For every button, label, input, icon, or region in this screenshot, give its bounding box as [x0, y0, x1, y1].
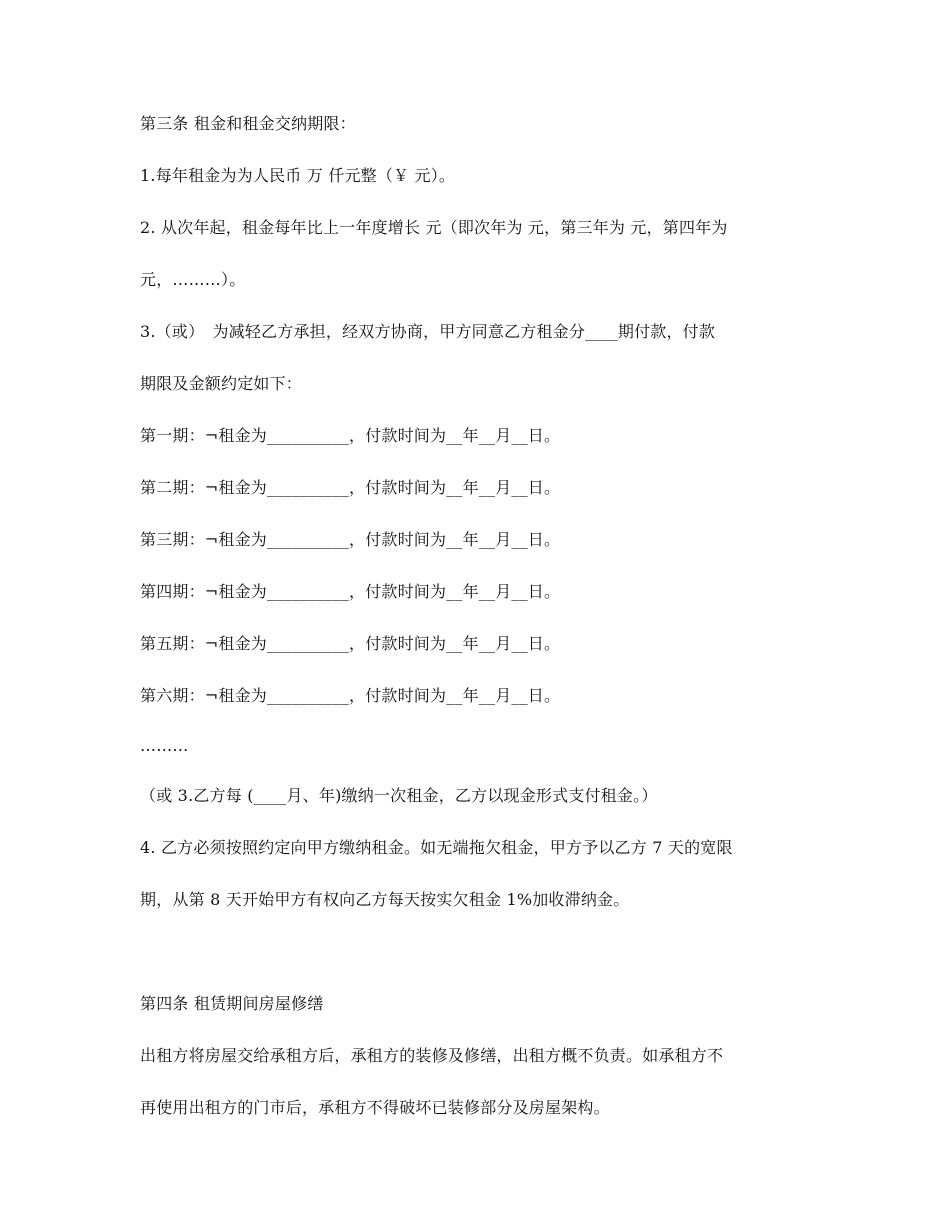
article3-item4-line2: 期，从第 8 天开始甲方有权向乙方每天按实欠租金 1%加收滞纳金。 [140, 890, 630, 909]
article3-item3-line2: 期限及金额约定如下： [140, 374, 303, 393]
article3-item2-line1: 2. 从次年起，租金每年比上一年度增长 元（即次年为 元，第三年为 元，第四年为 [140, 218, 728, 237]
installment-5: 第五期：¬租金为__________，付款时间为__年__月__日。 [140, 634, 561, 653]
ellipsis: ……… [140, 736, 189, 755]
article4-para-line2: 再使用出租方的门市后，承租方不得破坏已装修部分及房屋架构。 [140, 1098, 610, 1117]
article3-item3-line1: 3.（或） 为减轻乙方承担，经双方协商，甲方同意乙方租金分____期付款，付款 [140, 322, 716, 341]
article3-item2-line2: 元，………）。 [140, 270, 246, 289]
installment-6: 第六期：¬租金为__________，付款时间为__年__月__日。 [140, 686, 561, 705]
installment-1: 第一期：¬租金为__________，付款时间为__年__月__日。 [140, 426, 561, 445]
installment-3: 第三期：¬租金为__________，付款时间为__年__月__日。 [140, 530, 561, 549]
alt-item3: （或 3.乙方每 (____月、年)缴纳一次租金，乙方以现金形式支付租金。） [140, 786, 658, 805]
article3-heading: 第三条 租金和租金交纳期限： [140, 114, 356, 133]
installment-2: 第二期：¬租金为__________，付款时间为__年__月__日。 [140, 478, 561, 497]
article3-item4-line1: 4. 乙方必须按照约定向甲方缴纳租金。如无端拖欠租金，甲方予以乙方 7 天的宽限 [140, 838, 733, 857]
article3-item1: 1.每年租金为为人民币 万 仟元整（￥ 元）。 [140, 166, 456, 185]
article4-para-line1: 出租方将房屋交给承租方后，承租方的装修及修缮，出租方概不负责。如承租方不 [140, 1046, 724, 1065]
installment-4: 第四期：¬租金为__________，付款时间为__年__月__日。 [140, 582, 561, 601]
article4-heading: 第四条 租赁期间房屋修缮 [140, 994, 324, 1013]
